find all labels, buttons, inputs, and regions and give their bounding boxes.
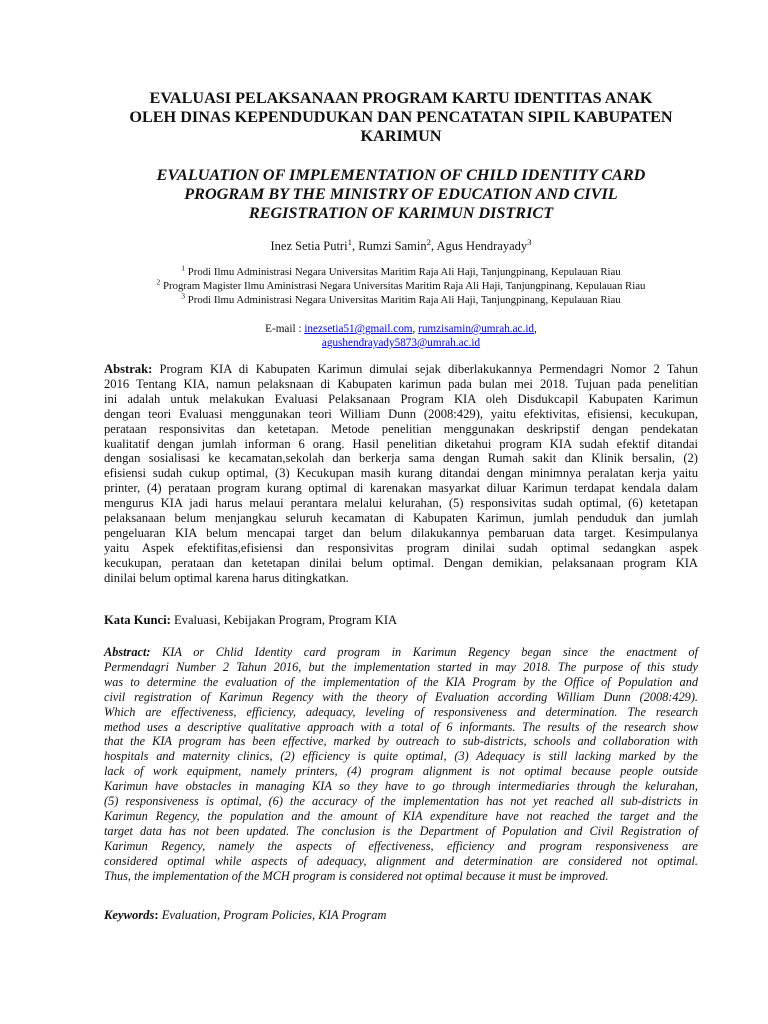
abstract-line: Which are effectiveness, efficiency, adequacy, leveling of responsiveness and determination. The research bbox=[104, 704, 698, 719]
author-name: Agus Hendrayady bbox=[436, 239, 528, 253]
title-indonesian bbox=[104, 89, 698, 146]
email-line: E-mail : inezsetia51@gmail.com, rumzisamin@umrah.ac.id, bbox=[265, 323, 537, 335]
author-separator: , bbox=[430, 239, 437, 253]
author-affil-number: 1 bbox=[347, 236, 352, 247]
abstract-line: that the KIA program has been effective, marked by outreach to sub-districts, schools and collaboration with bbox=[104, 734, 698, 749]
author-affil-number: 2 bbox=[426, 236, 431, 247]
author-name: Inez Setia Putri bbox=[270, 239, 348, 253]
affiliation-text: Program Magister Ilmu Aministrasi Negara Universitas Maritim Raja Ali Haji, Tanjungpinang, Kepulauan Riau bbox=[160, 280, 646, 292]
abstract-line: lack of work equipment, namely printers, (4) program alignment is not optimal because people outside bbox=[104, 764, 698, 779]
email-label: E-mail : bbox=[265, 323, 305, 335]
abstrak-line: perataan responsivitas dan ketetapan. Metode penelitian menggunakan deskripstif dengan pendekatan bbox=[104, 421, 698, 436]
affiliation-list bbox=[104, 265, 698, 307]
abstrak-line-text: Program KIA di Kabupaten Karimun dimulai sejak diberlakukannya Permendagri Nomor 2 Tahun bbox=[152, 362, 698, 376]
abstract-line: Thus, the implementation of the MCH program is considered not optimal because it must be improved. bbox=[104, 868, 609, 883]
abstrak-line: mengurus KIA jadi harus melaui perantara melalui kelurahan, (5) responsivitas sudah optimal, (6) ketetapan bbox=[104, 496, 698, 511]
abstract-line: (5) responsiveness is optimal, (6) the accuracy of the implementation has not yet reached all sub-districts in bbox=[104, 794, 698, 809]
abstract-line bbox=[104, 645, 698, 660]
title-id-line: OLEH DINAS KEPENDUDUKAN DAN PENCATATAN SIPIL KABUPATEN bbox=[129, 108, 673, 126]
keywords bbox=[104, 908, 698, 923]
author-list bbox=[104, 238, 698, 254]
title-id-line: KARIMUN bbox=[360, 127, 442, 145]
email-link[interactable]: inezsetia51@gmail.com bbox=[304, 323, 413, 335]
abstrak-line: pengeluaran KIA belum mencapai target dan belum dilakukannya pembaruan data target. Kesimpulanya bbox=[104, 525, 698, 540]
email-block bbox=[104, 322, 698, 350]
abstrak-line: 2016 Tentang KIA, namun pelaksnaan di Kabupaten karimun pada bulan mei 2018. Tujuan pada penelitian bbox=[104, 376, 698, 391]
abstrak-line: dengan sosialisasi ke kecamatan,sekolah dan berkerja sama dengan Rumah sakit dan Klinik bersalin, (2) bbox=[104, 451, 698, 466]
kata-kunci-label: Kata Kunci: bbox=[104, 613, 171, 627]
abstrak-line: printer, (4) perataan program kurang optimal di karenakan masyarkat diluar Karimun terdapat kendala dalam bbox=[104, 481, 698, 496]
author-name: Rumzi Samin bbox=[358, 239, 427, 253]
abstrak-line: kecukupan, perataan dan ketetapan dinilai belum optimal. Dengan demikian, pelaksanaan program KIA bbox=[104, 555, 698, 570]
abstrak-line: kualitatif dengan jumlah informan 6 orang. Hasil penelitian diketahui program KIA sudah efektif ditandai bbox=[104, 436, 698, 451]
title-id-line: EVALUASI PELAKSANAAN PROGRAM KARTU IDENTITAS ANAK bbox=[149, 89, 653, 107]
abstrak-line: dengan teori Evaluasi menggunakan teori William Dunn (2008:429), yaitu efektivitas, efisiensi, kecukupan, bbox=[104, 406, 698, 421]
abstrak-line: pelaksanaan belum menjangkau seluruh kecamatan di Kabupaten Karimun, jumlah penduduk dan jumlah bbox=[104, 511, 698, 526]
abstract-line: Karimun Regency, namely the aspects of effectiveness, efficiency and program responsiveness are bbox=[104, 838, 698, 853]
email-link[interactable]: rumzisamin@umrah.ac.id bbox=[418, 323, 535, 335]
abstrak-line: ini adalah untuk melakukan Evaluasi Pelaksanaan Program KIA oleh Disdukcapil Kabupaten Karimun bbox=[104, 391, 698, 406]
affiliation-number: 2 bbox=[156, 277, 161, 287]
affiliation-item bbox=[104, 279, 698, 293]
keywords-colon: : bbox=[154, 908, 159, 922]
abstract-line: method uses a descriptive qualitative approach with a total of 6 informants. The results of the research show bbox=[104, 719, 698, 734]
affiliation-number: 3 bbox=[181, 291, 186, 301]
abstract-english bbox=[104, 645, 698, 884]
abstrak-line: yaitu Aspek efektifitas,efisiensi dan responsivitas program dinilai sudah optimal sedangkan aspek bbox=[104, 540, 698, 555]
email-link[interactable]: agushendrayady5873@umrah.ac.id bbox=[321, 337, 481, 349]
keywords-text: Evaluation, Program Policies, KIA Program bbox=[158, 908, 387, 922]
abstract-line-text: KIA or Chlid Identity card program in Karimun Regency began since the enactment of bbox=[150, 645, 698, 659]
abstrak-line: efisiensi sudah cukup optimal, (3) Kecukupan masih kurang ditandai dengan minimnya peralatan kerja yaitu bbox=[104, 466, 698, 481]
abstract-line: Karimun Regency, the population and the amount of KIA expenditure have not reached the target and the bbox=[104, 808, 698, 823]
abstract-line: considered optimal while aspects of adequacy, alignment and determination are considered not optimal. bbox=[104, 853, 698, 868]
abstract-line: hospitals and maternity clinics, (2) efficiency is quite optimal, (3) Adequacy is still lacking marked by the bbox=[104, 749, 698, 764]
abstrak-line: dinilai belum optimal karena harus ditingkatkan. bbox=[104, 570, 349, 585]
affiliation-number: 1 bbox=[181, 263, 186, 273]
title-en-line: REGISTRATION OF KARIMUN DISTRICT bbox=[248, 204, 554, 222]
abstrak-indonesian bbox=[104, 362, 698, 586]
abstract-line: target data has not been updated. The conclusion is the Department of Population and Civil Registration of bbox=[104, 823, 698, 838]
abstract-line: Permendagri Number 2 Tahun 2016, but the implementation started in may 2018. The purpose of this study bbox=[104, 659, 698, 674]
affiliation-text: Prodi Ilmu Administrasi Negara Universitas Maritim Raja Ali Haji, Tanjungpinang, Kepulauan Riau bbox=[185, 266, 621, 278]
abstrak-label: Abstrak: bbox=[104, 362, 153, 376]
abstract-line: was to determine the evaluation of the implementation of the KIA Program by the Office of Population and bbox=[104, 674, 698, 689]
abstrak-line bbox=[104, 362, 698, 377]
abstract-line: civil registration of Karimun Regency with the theory of Evaluation according William Dunn (2008:429). bbox=[104, 689, 698, 704]
affiliation-item bbox=[104, 265, 698, 279]
title-english bbox=[104, 166, 698, 223]
author-affil-number: 3 bbox=[527, 236, 532, 247]
title-en-line: EVALUATION OF IMPLEMENTATION OF CHILD IDENTITY CARD bbox=[156, 166, 646, 184]
abstract-line: Karimun have obstacles in managing KIA so they have to go through intermediaries through the kelurahan, bbox=[104, 779, 698, 794]
kata-kunci bbox=[104, 613, 698, 628]
keywords-label: Keywords bbox=[104, 908, 155, 922]
author-separator: , bbox=[351, 239, 359, 253]
affiliation-text: Prodi Ilmu Administrasi Negara Universitas Maritim Raja Ali Haji, Tanjungpinang, Kepulauan Riau bbox=[185, 294, 621, 306]
title-en-line: PROGRAM BY THE MINISTRY OF EDUCATION AND CIVIL bbox=[184, 185, 618, 203]
affiliation-item bbox=[104, 293, 698, 307]
email-line bbox=[104, 336, 698, 350]
abstract-label: Abstract: bbox=[104, 645, 151, 659]
kata-kunci-text: Evaluasi, Kebijakan Program, Program KIA bbox=[170, 613, 398, 627]
